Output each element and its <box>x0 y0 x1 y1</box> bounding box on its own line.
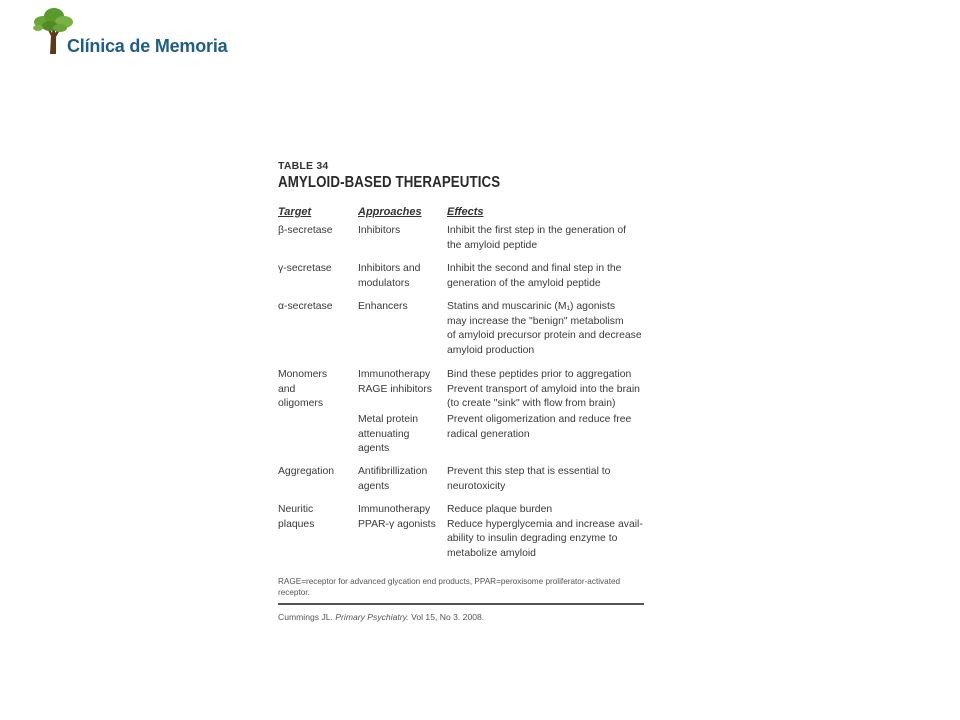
cell-line: PPAR-γ agonists <box>358 518 436 530</box>
cell-approaches <box>358 413 448 457</box>
cell-line: γ-secretase <box>278 263 332 274</box>
logo-text: Clínica de Memoria <box>67 36 228 56</box>
cell-line: radical generation <box>447 428 530 440</box>
cell-effects <box>447 503 643 561</box>
cell-effects <box>447 368 643 412</box>
cell-effects <box>447 413 643 442</box>
cell-line: α-secretase <box>278 301 333 312</box>
cell-approaches <box>358 224 448 239</box>
citation-journal: Primary Psychiatry. <box>335 612 409 622</box>
cell-effects <box>447 465 643 494</box>
cell-target <box>278 465 356 480</box>
cell-line: β-secretase <box>278 225 333 236</box>
cell-effects <box>447 300 643 358</box>
cell-target <box>278 224 356 239</box>
cell-line: Statins and muscarinic (M₁) agonists <box>447 301 616 312</box>
cell-line: (to create "sink" with flow from brain) <box>447 398 616 410</box>
cell-approaches <box>358 300 448 315</box>
cell-line: Aggregation <box>278 466 335 477</box>
table-footnote <box>278 576 650 598</box>
cell-approaches <box>358 368 448 397</box>
cell-line: Inhibit the first step in the generation of <box>447 225 627 236</box>
cell-line: Immunotherapy <box>358 504 431 515</box>
cell-line: Reduce plaque burden <box>447 504 553 515</box>
cell-line: and <box>278 383 296 395</box>
cell-target <box>278 300 356 315</box>
cell-line: oligomers <box>278 398 324 410</box>
cell-line: Enhancers <box>358 301 408 312</box>
cell-line: neurotoxicity <box>447 480 506 492</box>
cell-line: modulators <box>358 277 410 289</box>
cell-line: plaques <box>278 518 315 530</box>
cell-line: Monomers <box>278 369 328 380</box>
cell-line: ability to insulin degrading enzyme to <box>447 533 618 545</box>
cell-line: may increase the "benign" metabolism <box>447 315 624 327</box>
citation-details: Vol 15, No 3. 2008. <box>411 612 485 622</box>
cell-line: Bind these peptides prior to aggregation <box>447 369 632 380</box>
cell-line: attenuating <box>358 428 410 440</box>
cell-approaches <box>358 503 448 532</box>
footnote-line: receptor. <box>278 588 310 597</box>
cell-line: Inhibitors and <box>358 263 421 274</box>
citation-author: Cummings JL. <box>278 612 333 622</box>
cell-target <box>278 503 356 532</box>
cell-line: metabolize amyloid <box>447 547 536 559</box>
column-header-target: Target <box>278 206 312 218</box>
cell-line: generation of the amyloid peptide <box>447 277 601 289</box>
cell-line: Prevent transport of amyloid into the brain <box>447 383 640 395</box>
column-header-approaches: Approaches <box>358 206 422 218</box>
cell-line: Reduce hyperglycemia and increase avail- <box>447 518 643 530</box>
cell-line: agents <box>358 443 390 455</box>
cell-line: the amyloid peptide <box>447 239 538 251</box>
cell-line: Inhibitors <box>358 225 401 236</box>
cell-target <box>278 368 356 412</box>
cell-line: Inhibit the second and final step in the <box>447 263 622 274</box>
cell-line: Immunotherapy <box>358 369 431 380</box>
cell-line: Neuritic <box>278 504 314 515</box>
cell-line: RAGE inhibitors <box>358 383 432 395</box>
table-citation <box>278 610 484 625</box>
cell-line: of amyloid precursor protein and decrease <box>447 330 642 342</box>
cell-approaches <box>358 465 448 494</box>
cell-effects <box>447 262 643 291</box>
table-label: TABLE 34 <box>278 160 329 172</box>
table-bottom-rule <box>278 603 644 605</box>
cell-approaches <box>358 262 448 291</box>
clinic-logo <box>30 6 260 56</box>
footnote-line: RAGE=receptor for advanced glycation end products, PPAR=peroxisome proliferator-activated <box>278 577 621 586</box>
column-header-effects: Effects <box>447 206 484 218</box>
cell-target <box>278 262 356 277</box>
cell-effects <box>447 224 643 253</box>
table-image <box>272 155 650 630</box>
table-title: AMYLOID-BASED THERAPEUTICS <box>278 174 501 191</box>
cell-line: agents <box>358 480 390 492</box>
cell-line: Prevent oligomerization and reduce free <box>447 414 632 425</box>
cell-line: Antifibrillization <box>358 466 428 477</box>
cell-line: Metal protein <box>358 414 419 425</box>
cell-line: amyloid production <box>447 344 535 356</box>
cell-line: Prevent this step that is essential to <box>447 466 611 477</box>
